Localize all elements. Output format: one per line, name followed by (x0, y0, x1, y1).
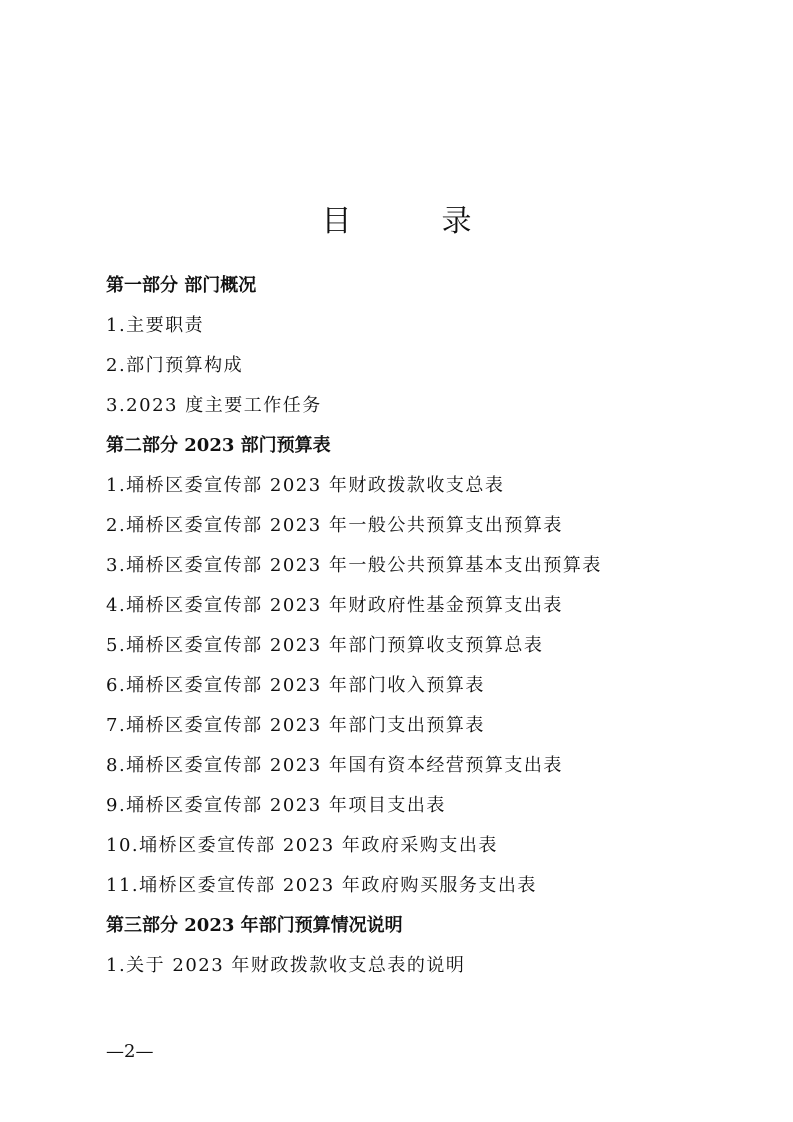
toc-item: 6.埇桥区委宣传部 2023 年部门收入预算表 (106, 675, 485, 696)
toc-item: 1.埇桥区委宣传部 2023 年财政拨款收支总表 (106, 475, 505, 496)
toc-item: 1.主要职责 (106, 315, 205, 336)
toc-item: 2.部门预算构成 (106, 355, 244, 376)
toc-item: 7.埇桥区委宣传部 2023 年部门支出预算表 (106, 715, 485, 736)
toc-item: 10.埇桥区委宣传部 2023 年政府采购支出表 (106, 835, 498, 856)
toc-item: 3.埇桥区委宣传部 2023 年一般公共预算基本支出预算表 (106, 555, 602, 576)
toc-item: 11.埇桥区委宣传部 2023 年政府购买服务支出表 (106, 875, 537, 896)
toc-item: 2.埇桥区委宣传部 2023 年一般公共预算支出预算表 (106, 515, 563, 536)
toc-section-3: 第三部分 2023 年部门预算情况说明 (106, 915, 403, 936)
toc-item: 8.埇桥区委宣传部 2023 年国有资本经营预算支出表 (106, 755, 563, 776)
toc-item: 5.埇桥区委宣传部 2023 年部门预算收支预算总表 (106, 635, 544, 656)
toc-item: 3.2023 度主要工作任务 (106, 395, 322, 416)
page-number: —2— (106, 1041, 154, 1062)
toc-item: 9.埇桥区委宣传部 2023 年项目支出表 (106, 795, 446, 816)
page-title: 目 录 (321, 204, 502, 240)
toc-item: 4.埇桥区委宣传部 2023 年财政府性基金预算支出表 (106, 595, 563, 616)
toc-section-1: 第一部分 部门概况 (106, 275, 257, 296)
toc-section-2: 第二部分 2023 部门预算表 (106, 435, 331, 456)
toc-item: 1.关于 2023 年财政拨款收支总表的说明 (106, 955, 466, 976)
table-of-contents (106, 270, 766, 990)
